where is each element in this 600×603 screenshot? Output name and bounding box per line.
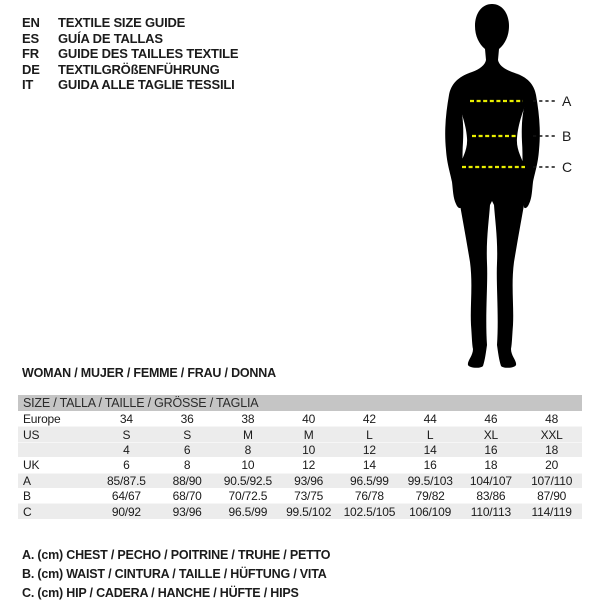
table-cell: 99.5/102 <box>286 504 332 519</box>
size-table-body <box>18 411 582 519</box>
lang-label: GUIDA ALLE TAGLIE TESSILI <box>58 77 235 92</box>
table-cell: 16 <box>423 458 437 473</box>
row-label: Europe <box>23 412 61 427</box>
table-cell: 10 <box>302 442 316 457</box>
lang-item <box>22 62 238 78</box>
table-row <box>18 503 582 518</box>
table-cell: 96.5/99 <box>350 473 389 488</box>
lang-item <box>22 15 238 31</box>
lang-label: TEXTILE SIZE GUIDE <box>58 15 186 30</box>
table-cell: M <box>303 427 314 442</box>
row-label: A <box>23 473 31 488</box>
table-cell: 68/70 <box>172 489 202 504</box>
table-row <box>18 411 582 426</box>
table-cell: 106/109 <box>409 504 452 519</box>
table-cell: 44 <box>423 412 437 427</box>
table-cell: 48 <box>545 412 559 427</box>
table-cell: 104/107 <box>469 473 512 488</box>
table-cell: 110/113 <box>470 504 511 519</box>
table-cell: 64/67 <box>111 489 141 504</box>
table-cell: 96.5/99 <box>228 504 268 519</box>
table-cell: 14 <box>423 442 437 457</box>
table-cell: 40 <box>302 412 316 427</box>
table-row <box>18 457 582 472</box>
table-cell: 102.5/105 <box>343 504 396 519</box>
table-cell: 107/110 <box>531 473 573 488</box>
table-cell: S <box>183 427 192 442</box>
woman-silhouette-figure <box>400 0 600 380</box>
legend-line: A. (cm) CHEST / PECHO / POITRINE / TRUHE / PETTO <box>22 548 331 562</box>
lang-item <box>22 46 238 62</box>
table-cell: 36 <box>180 412 194 427</box>
table-cell: 70/72.5 <box>228 489 268 504</box>
section-title-woman: WOMAN / MUJER / FEMME / FRAU / DONNA <box>22 366 276 380</box>
lang-code: IT <box>22 77 34 92</box>
measure-label-chest: A <box>562 93 572 109</box>
lang-item <box>22 31 238 47</box>
table-cell: 18 <box>484 458 498 473</box>
lang-code: FR <box>22 46 39 61</box>
table-cell: 99.5/103 <box>407 473 453 488</box>
table-cell: 10 <box>241 458 255 473</box>
lang-label: GUIDE DES TAILLES TEXTILE <box>58 46 239 61</box>
table-row <box>18 473 582 488</box>
table-cell: 79/82 <box>415 489 445 504</box>
table-cell: 6 <box>123 458 130 473</box>
table-cell: 20 <box>545 458 559 473</box>
table-cell: 12 <box>302 458 316 473</box>
table-cell: 16 <box>484 442 498 457</box>
table-cell: 6 <box>183 442 191 457</box>
lang-code: EN <box>22 15 40 30</box>
woman-body-shape <box>451 4 533 368</box>
table-row <box>18 488 582 503</box>
lang-code: ES <box>22 30 39 46</box>
table-cell: 90.5/92.5 <box>223 473 272 488</box>
table-cell: 34 <box>119 412 133 427</box>
row-label: C <box>23 504 32 519</box>
legend-line: C. (cm) HIP / CADERA / HANCHE / HÜFTE / HIPS <box>22 586 299 600</box>
table-cell: 85/87.5 <box>107 473 146 488</box>
row-label: UK <box>23 458 40 473</box>
size-table <box>18 395 582 519</box>
row-label: B <box>23 489 31 504</box>
table-cell: 14 <box>362 458 376 473</box>
table-cell: 46 <box>484 412 498 427</box>
table-cell: 83/86 <box>476 489 506 504</box>
table-cell: 12 <box>362 442 376 457</box>
table-row <box>18 426 582 441</box>
table-cell: 90/92 <box>111 504 141 519</box>
table-cell: 42 <box>362 412 376 427</box>
table-cell: 18 <box>545 442 559 457</box>
row-label: US <box>23 427 40 442</box>
table-cell: 88/90 <box>172 473 202 488</box>
table-cell: 114/119 <box>531 504 572 519</box>
table-cell: 76/78 <box>354 489 384 504</box>
lang-code: DE <box>22 61 40 77</box>
table-cell: 8 <box>244 442 252 457</box>
table-cell: L <box>426 427 434 442</box>
table-cell: 87/90 <box>537 489 567 504</box>
table-cell: 93/96 <box>172 504 202 519</box>
lang-label: GUÍA DE TALLAS <box>58 30 163 46</box>
table-cell: 93/96 <box>294 473 324 488</box>
measure-label-waist: B <box>562 128 572 144</box>
table-cell: 4 <box>123 442 130 457</box>
legend-line: B. (cm) WAIST / CINTURA / TAILLE / HÜFTUNG / VITA <box>22 567 327 581</box>
table-cell: XL <box>483 427 499 442</box>
measurement-legend <box>22 546 330 603</box>
table-cell: 73/75 <box>294 489 324 504</box>
size-table-header: SIZE / TALLA / TAILLE / GRÖSSE / TAGLIA <box>18 395 582 411</box>
table-cell: M <box>242 427 253 442</box>
table-cell: S <box>122 427 131 442</box>
lang-item <box>22 77 238 93</box>
table-row <box>18 442 582 457</box>
table-cell: L <box>366 427 373 442</box>
table-cell: XXL <box>540 427 563 442</box>
measure-label-hip: C <box>562 159 573 175</box>
table-cell: 8 <box>183 458 191 473</box>
lang-label: TEXTILGRÖßENFÜHRUNG <box>58 61 220 77</box>
table-cell: 38 <box>241 412 255 427</box>
language-guide <box>22 15 238 93</box>
